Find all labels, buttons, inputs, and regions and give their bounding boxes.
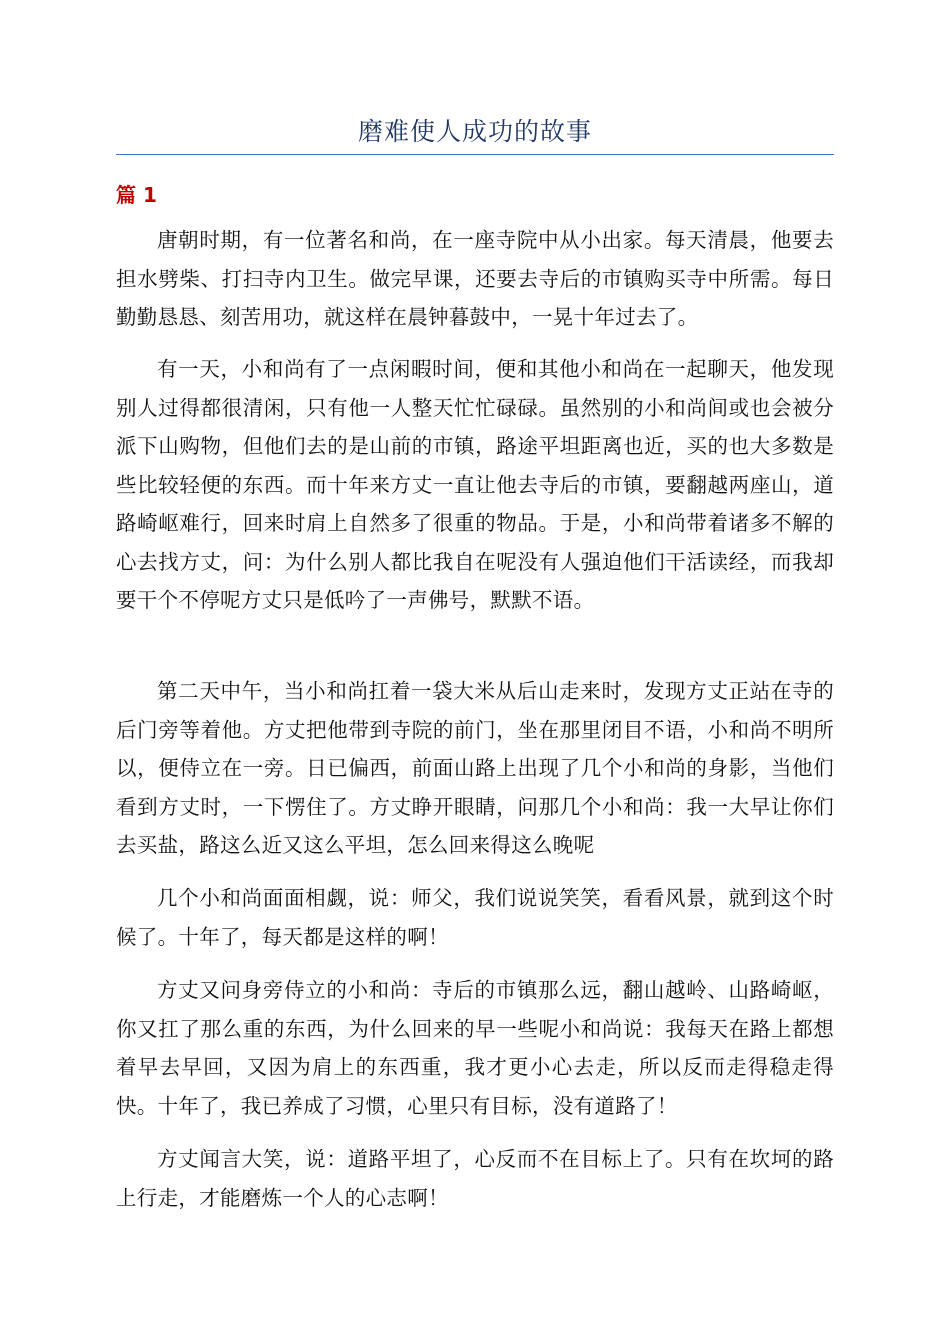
- paragraph-3: 第二天中午，当小和尚扛着一袋大米从后山走来时，发现方丈正站在寺的后门旁等着他。方丈把他带到寺院的前门，坐在那里闭目不语，小和尚不明所以，便侍立在一旁。日已偏西，前面山路上出现了几个小和尚的身影，当他们看到方丈时，一下愣住了。方丈睁开眼睛，问那几个小和尚：我一大早让你们去买盐，路这么近又这么平坦，怎么回来得这么晚呢: [116, 679, 834, 857]
- paragraph-6: 方丈闻言大笑，说：道路平坦了，心反而不在目标上了。只有在坎坷的路上行走，才能磨炼一个人的心志啊！: [116, 1147, 834, 1210]
- title-underline: [116, 154, 834, 155]
- paragraph-1: 唐朝时期，有一位著名和尚，在一座寺院中从小出家。每天清晨，他要去担水劈柴、打扫寺内卫生。做完早课，还要去寺后的市镇购买寺中所需。每日勤勤恳恳、刻苦用功，就这样在晨钟暮鼓中，一晃十年过去了。: [116, 228, 834, 329]
- paragraph-5: 方丈又问身旁侍立的小和尚：寺后的市镇那么远，翻山越岭、山路崎岖，你又扛了那么重的东西，为什么回来的早一些呢小和尚说：我每天在路上都想着早去早回，又因为肩上的东西重，我才更小心去走，所以反而走得稳走得快。十年了，我已养成了习惯，心里只有目标，没有道路了！: [116, 978, 834, 1118]
- paragraph-4: 几个小和尚面面相觑，说：师父，我们说说笑笑，看看风景，就到这个时候了。十年了，每天都是这样的啊！: [116, 886, 834, 949]
- document-title: 磨难使人成功的故事: [357, 117, 592, 146]
- section-heading: 篇 1: [116, 183, 157, 207]
- paragraph-2: 有一天，小和尚有了一点闲暇时间，便和其他小和尚在一起聊天，他发现别人过得都很清闲，只有他一人整天忙忙碌碌。虽然别的小和尚间或也会被分派下山购物，但他们去的是山前的市镇，路途平坦距离也近，买的也大多数是些比较轻便的东西。而十年来方丈一直让他去寺后的市镇，要翻越两座山，道路崎岖难行，回来时肩上自然多了很重的物品。于是，小和尚带着诸多不解的心去找方丈，问：为什么别人都比我自在呢没有人强迫他们干活读经，而我却要干个不停呢方丈只是低吟了一声佛号，默默不语。: [116, 357, 834, 612]
